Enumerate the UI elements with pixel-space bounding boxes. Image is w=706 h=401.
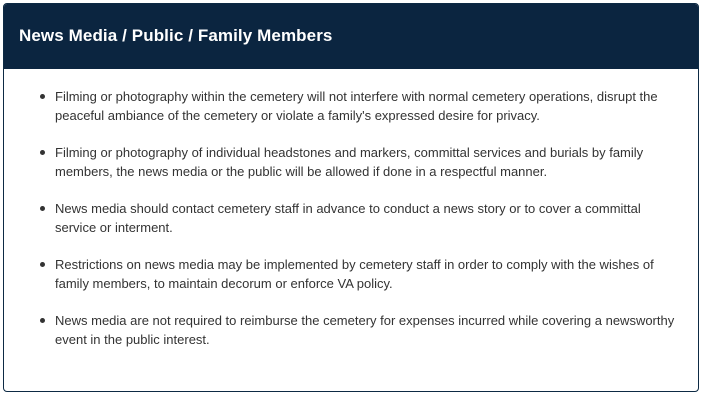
panel-body bbox=[4, 69, 698, 349]
policy-panel bbox=[3, 3, 699, 392]
panel-header bbox=[4, 4, 698, 69]
bullet-icon bbox=[40, 318, 45, 323]
list-item bbox=[40, 311, 678, 349]
panel-title: News Media / Public / Family Members bbox=[19, 26, 333, 45]
list-item-text: News media are not required to reimburse the cemetery for expenses incurred while covering a newsworthy event in the public interest. bbox=[55, 313, 675, 347]
list-item-text: Restrictions on news media may be implemented by cemetery staff in order to comply with the wishes of family members, to maintain decorum or enforce VA policy. bbox=[55, 257, 654, 291]
list-item bbox=[40, 87, 678, 125]
bullet-icon bbox=[40, 94, 45, 99]
policy-list bbox=[40, 87, 678, 349]
list-item bbox=[40, 255, 678, 293]
list-item-text: Filming or photography within the cemetery will not interfere with normal cemetery operations, disrupt the peaceful ambiance of the cemetery or violate a family's expressed desire for privacy. bbox=[55, 89, 658, 123]
bullet-icon bbox=[40, 150, 45, 155]
list-item-text: Filming or photography of individual headstones and markers, committal services and burials by family members, the news media or the public will be allowed if done in a respectful manner. bbox=[55, 145, 644, 179]
bullet-icon bbox=[40, 206, 45, 211]
list-item bbox=[40, 199, 678, 237]
bullet-icon bbox=[40, 262, 45, 267]
list-item bbox=[40, 143, 678, 181]
list-item-text: News media should contact cemetery staff in advance to conduct a news story or to cover a committal service or interment. bbox=[55, 201, 641, 235]
